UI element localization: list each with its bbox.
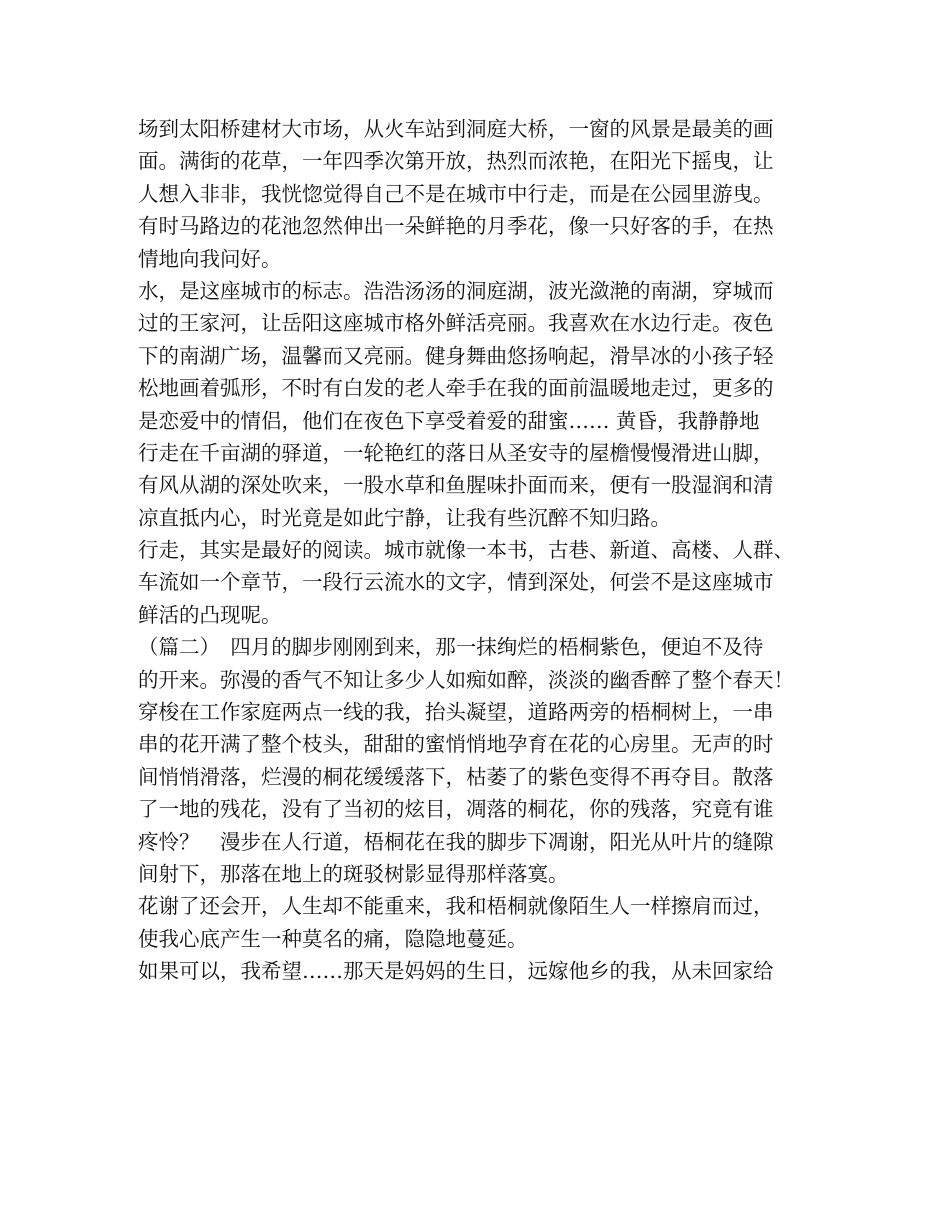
text-line: 人想入非非，我恍惚觉得自己不是在城市中行走，而是在公园里游曳。 [138,181,774,206]
text-line: 行走在千亩湖的驿道，一轮艳红的落日从圣安寺的屋檐慢慢滑进山脚， [138,440,774,465]
text-line: 过的王家河，让岳阳这座城市格外鲜活亮丽。我喜欢在水边行走。夜色 [138,311,774,336]
text-line: 鲜活的凸现呢。 [138,602,282,627]
text-line: （篇二） 四月的脚步刚刚到来，那一抹绚烂的梧桐紫色，便迫不及待 [138,635,764,660]
text-line: 疼怜？ 漫步在人行道，梧桐花在我的脚步下凋谢，阳光从叶片的缝隙 [138,829,774,854]
text-line: 了一地的残花，没有了当初的炫目，凋落的桐花，你的残落，究竟有谁 [138,797,774,822]
text-line: 的开来。弥漫的香气不知让多少人如痴如醉，淡淡的幽香醉了整个春天！ [138,667,794,692]
text-line: 串的花开满了整个枝头，甜甜的蜜悄悄地孕育在花的心房里。无声的时 [138,732,774,757]
text-line: 凉直抵内心，时光竟是如此宁静，让我有些沉醉不知归路。 [138,505,671,530]
text-line: 间射下，那落在地上的斑驳树影显得那样落寞。 [138,861,569,886]
text-line: 场到太阳桥建材大市场，从火车站到洞庭大桥，一窗的风景是最美的画 [138,117,774,141]
text-line: 穿梭在工作家庭两点一线的我，抬头凝望，道路两旁的梧桐树上，一串 [138,700,774,725]
text-line: 有风从湖的深处吹来，一股水草和鱼腥味扑面而来，便有一股湿润和清 [138,473,774,498]
text-line: 间悄悄滑落，烂漫的桐花缓缓落下，枯萎了的紫色变得不再夺目。散落 [138,764,774,789]
text-line: 松地画着弧形，不时有白发的老人牵手在我的面前温暖地走过，更多的 [138,376,774,401]
text-line: 行走，其实是最好的阅读。城市就像一本书，古巷、新道、高楼、人群、 [138,538,794,563]
text-line: 使我心底产生一种莫名的痛，隐隐地蔓延。 [138,926,528,951]
text-line: 面。满街的花草，一年四季次第开放，热烈而浓艳，在阳光下摇曳，让 [138,149,774,174]
text-line: 花谢了还会开，人生却不能重来，我和梧桐就像陌生人一样擦肩而过， [138,894,774,919]
text-line: 下的南湖广场，温馨而又亮丽。健身舞曲悠扬响起，滑旱冰的小孩子轻 [138,343,774,368]
text-line: 如果可以，我希望……那天是妈妈的生日，远嫁他乡的我，从未回家给 [138,959,774,984]
document-body-text [138,113,838,988]
text-line: 水，是这座城市的标志。浩浩汤汤的洞庭湖，波光潋滟的南湖，穿城而 [138,278,774,303]
text-line: 车流如一个章节，一段行云流水的文字，情到深处，何尝不是这座城市 [138,570,774,595]
text-line: 有时马路边的花池忽然伸出一朵鲜艳的月季花，像一只好客的手，在热 [138,214,774,239]
text-line: 情地向我问好。 [138,246,282,271]
text-line: 是恋爱中的情侣，他们在夜色下享受着爱的甜蜜…… 黄昏，我静静地 [138,408,760,433]
